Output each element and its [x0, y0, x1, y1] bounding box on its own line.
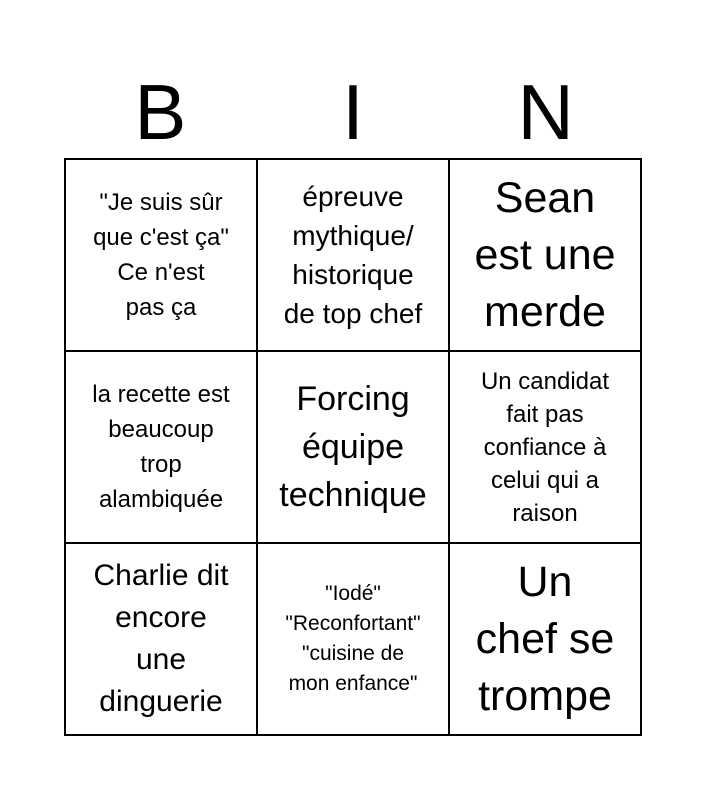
bingo-cell-text: la recette est beaucoup trop alambiquée	[92, 381, 230, 513]
bingo-cell-4[interactable]	[66, 352, 258, 544]
bingo-cell-text: Un candidat fait pas confiance à celui qui a raison	[480, 367, 610, 527]
header-letter-i: I	[342, 68, 364, 156]
bingo-cell-text: Un chef se trompe	[475, 557, 615, 720]
bingo-cell-text: "Iodé" "Reconfortant" "cuisine de mon enfance"	[285, 582, 421, 695]
bingo-cell-8[interactable]	[258, 544, 450, 736]
bingo-cell-3[interactable]	[450, 160, 642, 352]
bingo-cell-2[interactable]	[258, 160, 450, 352]
bingo-cell-text: "Je suis sûr que c'est ça" Ce n'est pas ça	[93, 189, 229, 321]
bingo-cell-5[interactable]	[258, 352, 450, 544]
bingo-header	[64, 66, 642, 158]
bingo-cell-text: Forcing équipe technique	[279, 380, 427, 514]
bingo-cell-text: Charlie dit encore une dinguerie	[93, 559, 229, 718]
bingo-cell-6[interactable]	[450, 352, 642, 544]
header-letter-n: N	[517, 68, 574, 156]
header-letter-b: B	[134, 68, 187, 156]
bingo-grid	[64, 158, 642, 736]
bingo-cell-text: Sean est une merde	[474, 173, 616, 336]
bingo-cell-1[interactable]	[66, 160, 258, 352]
bingo-cell-7[interactable]	[66, 544, 258, 736]
bingo-cell-text: épreuve mythique/ historique de top chef	[283, 181, 423, 329]
bingo-cell-9[interactable]	[450, 544, 642, 736]
